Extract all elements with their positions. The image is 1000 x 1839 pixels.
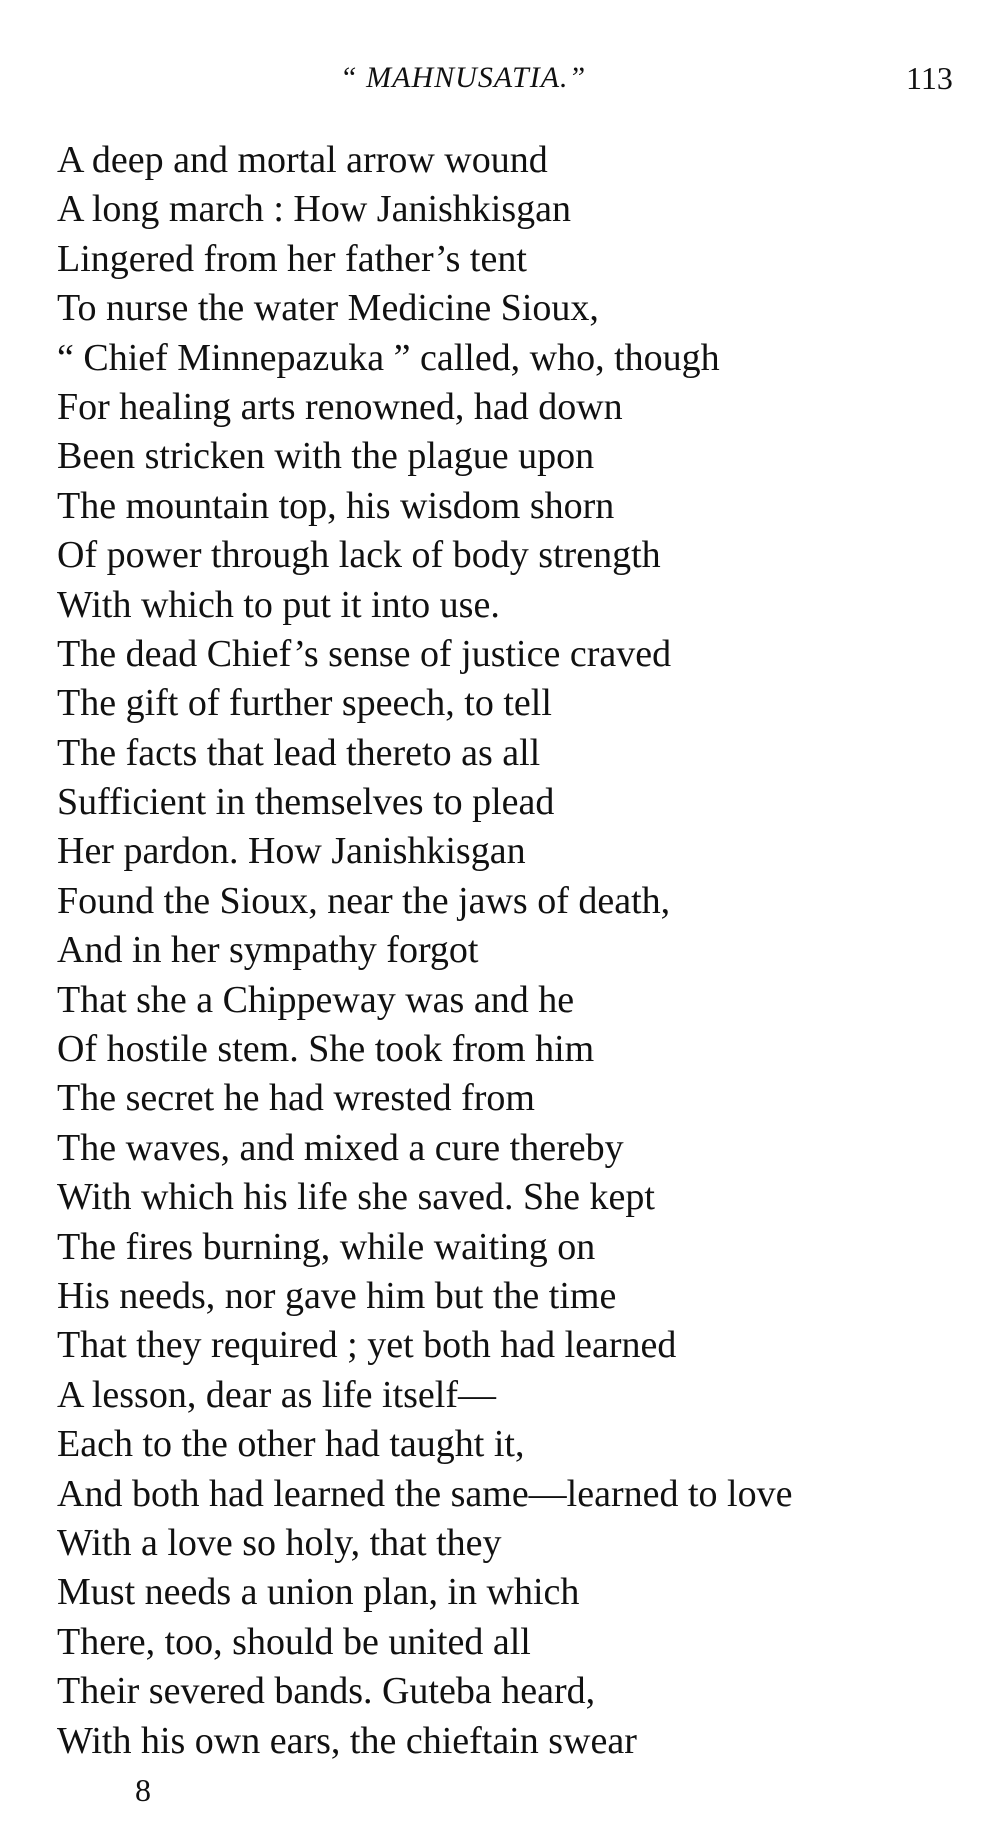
poem-line: The fires burning, while waiting on	[57, 1225, 596, 1268]
poem-line: The gift of further speech, to tell	[57, 682, 552, 725]
poem-line: There, too, should be united all	[57, 1620, 531, 1663]
poem-text	[57, 136, 987, 1766]
poem-line: And both had learned the same—learned to love	[57, 1472, 793, 1515]
poem-line: That she a Chippeway was and he	[57, 978, 575, 1021]
poem-line: “ Chief Minnepazuka ” called, who, though	[57, 336, 720, 379]
poem-line: With which his life she saved. She kept	[57, 1176, 655, 1219]
signature-mark: 8	[135, 1772, 151, 1808]
poem-line: With a love so holy, that they	[57, 1521, 502, 1564]
poem-line: Their severed bands. Guteba heard,	[57, 1670, 596, 1713]
poem-line: Of hostile stem. She took from him	[57, 1028, 595, 1071]
poem-line: The dead Chief’s sense of justice craved	[57, 632, 672, 675]
poem-line: Must needs a union plan, in which	[57, 1571, 580, 1614]
poem-line: Sufficient in themselves to plead	[57, 781, 555, 824]
poem-line: The secret he had wrested from	[57, 1077, 535, 1120]
poem-line: A deep and mortal arrow wound	[57, 139, 548, 181]
poem-line: With his own ears, the chieftain swear	[57, 1719, 637, 1762]
poem-line: Of power through lack of body strength	[57, 534, 661, 577]
poem-line: For healing arts renowned, had down	[57, 385, 623, 428]
poem-line: And in her sympathy forgot	[57, 929, 479, 972]
poem-line: His needs, nor gave him but the time	[57, 1274, 617, 1317]
poem-line: Her pardon. How Janishkisgan	[57, 830, 526, 873]
poem-line: The mountain top, his wisdom shorn	[57, 484, 615, 527]
poem-line: With which to put it into use.	[57, 583, 500, 626]
poem-line: The facts that lead thereto as all	[57, 731, 541, 774]
chapter-title: “ MAHNUSATIA.”	[340, 61, 587, 94]
poem-line: Found the Sioux, near the jaws of death,	[57, 879, 671, 922]
poem-line: That they required ; yet both had learned	[57, 1324, 677, 1367]
poem-line: Each to the other had taught it,	[57, 1423, 525, 1466]
poem-line: To nurse the water Medicine Sioux,	[57, 287, 599, 330]
page-number: 113	[906, 60, 953, 96]
poem-line: A lesson, dear as life itself—	[57, 1373, 497, 1416]
poem-line: A long march : How Janishkisgan	[57, 188, 572, 231]
poem-line: The waves, and mixed a cure thereby	[57, 1126, 624, 1169]
running-head	[0, 58, 1000, 98]
poem-line: Lingered from her father’s tent	[57, 237, 527, 280]
poem-line: Been stricken with the plague upon	[57, 435, 595, 478]
